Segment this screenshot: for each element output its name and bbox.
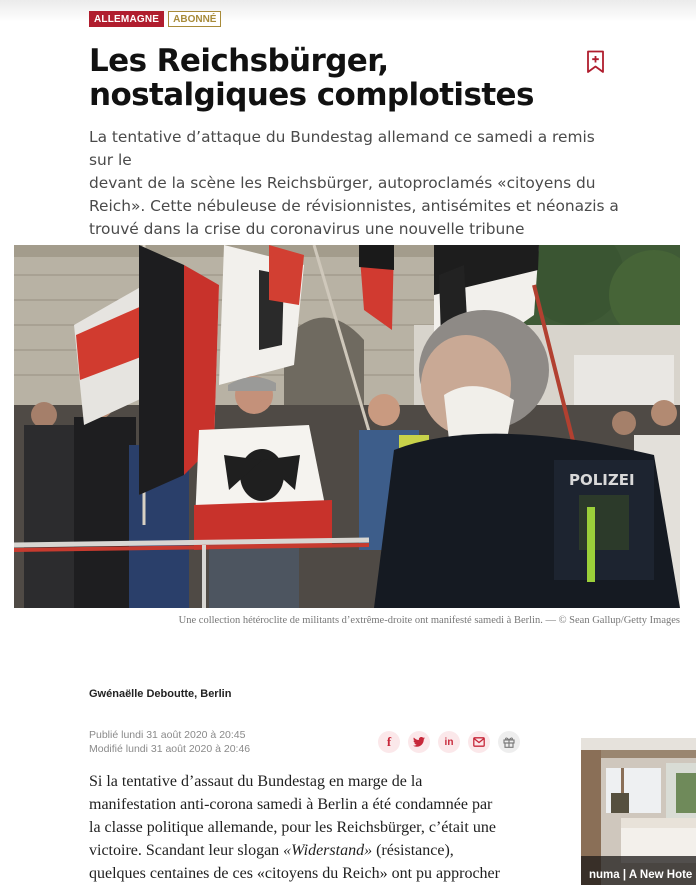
title-line-1: Les Reichsbürger, [89,43,389,79]
article-photo [14,245,680,608]
lead-line: La tentative d’attaque du Bundestag allemand ce samedi a remis sur le [89,128,595,169]
body-line: la classe politique allemande, pour les Reichsbürger, c’était une [89,819,496,836]
article-tags [89,11,221,27]
linkedin-icon[interactable] [438,731,460,753]
photo-caption: Une collection hétéroclite de militants d’extrême-droite ont manifesté samedi à Berlin. — © Sean Gallup/Getty Images [178,615,680,626]
article-lead [89,126,619,241]
share-bar [378,731,520,753]
body-emphasis: «Widerstand» [283,842,373,859]
facebook-glyph: f [386,734,392,749]
body-line: (résistance), [372,842,454,859]
lead-line: trouvé dans la crise du coronavirus une nouvelle tribune [89,220,525,238]
sidebar-ad[interactable] [581,738,696,885]
article-title [89,44,549,112]
lead-line: devant de la scène les Reichsbürger, autoproclamés «citoyens du [89,174,596,192]
police-vest-label: POLIZEI [569,471,635,489]
article-body [89,770,539,885]
lead-line: Reich». Cette nébuleuse de révisionnistes, antisémites et néonazis a [89,197,619,215]
body-line: victoire. Scandant leur slogan [89,842,284,859]
ad-label: numa | A New Hote [589,869,693,881]
email-icon[interactable] [468,731,490,753]
facebook-icon[interactable] [378,731,400,753]
article-dates [89,728,250,756]
subscriber-badge: ABONNÉ [168,11,221,27]
body-line: manifestation anti-corona samedi à Berlin a été condamnée par [89,796,493,813]
body-line: quelques centaines de ces «citoyens du Reich» ont pu approcher [89,865,500,882]
title-line-2: nostalgiques complotistes [89,77,534,113]
bookmark-add-icon[interactable] [586,50,605,74]
body-line: Si la tentative d’assaut du Bundestag en marge de la [89,773,423,790]
ad-image [581,738,696,885]
article-author[interactable]: Gwénaëlle Deboutte, Berlin [89,688,232,700]
section-tag[interactable]: ALLEMAGNE [89,11,164,27]
modified-date: Modifié lundi 31 août 2020 à 20:46 [89,743,251,755]
linkedin-glyph: in [444,736,454,748]
twitter-icon[interactable] [408,731,430,753]
published-date: Publié lundi 31 août 2020 à 20:45 [89,729,246,741]
gift-icon[interactable] [498,731,520,753]
